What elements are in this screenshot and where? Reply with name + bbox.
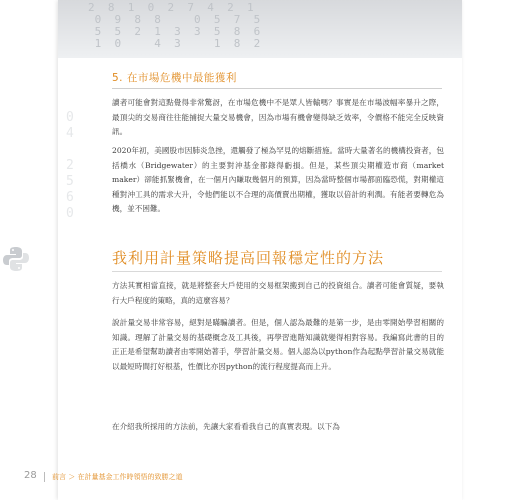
section-paragraph-2: 2020年初，美國股市因肺炎急挫，還觸發了極為罕見的熔斷措施。當時大量著名的機構投資者，包括橋水（Bridgewater）的主要對沖基金都錄得虧損。但是，某些頂尖期權造市商（market maker）卻能抓緊機會，在一個月內賺取幾個月的預算，因為當時整個市場都面臨恐慌，對期權這種對沖工具的需求大升，令他們能以不合理的高價賣出期權，獲取以倍計的利潤。有能者要轉危為機，並不困難。 [112, 146, 444, 214]
page-footer [24, 470, 384, 484]
chapter-title: 我利用計量策略提高回報穩定性的方法 [112, 249, 385, 267]
chapter-paragraph-2: 說計量交易非常容易，絕對是瞞騙讀者。但是，個人認為最難的是第一步，是由零開始學習相關的知識。理解了計量交易的基礎概念及工具後，再學習進階知識就變得相對容易。我編寫此書的目的正正是希望幫助讀者由零開始著手，學習計量交易。個人認為以python作為起點學習計量交易就能以最短時間打好根基，性價比亦因python的流行程度提高而上升。 [112, 318, 444, 371]
book-page [58, 0, 462, 500]
banner-digit-pattern: 2 8 1 0 2 7 4 2 1 0 9 8 8 0 5 7 5 5 5 2 1 3 3 5 8 6 1 0 4 3 1 8 2 [88, 1, 261, 50]
section-paragraph-1: 讀者可能會對這點覺得非常驚訝，在市場危機中不是眾人皆輸嗎？事實是在市場波幅率暴升之際，最頂尖的交易商往往能捕捉大量交易機會，因為市場有機會變得缺乏效率，令價格不能完全反映資訊。 [112, 98, 444, 137]
python-logo-icon [2, 245, 30, 273]
chapter-paragraph-1: 方法其實相當直接，就是將整套大戶使用的交易框架搬到自己的投資組合。讀者可能會質疑，要執行大戶程度的策略，真的這麼容易？ [112, 281, 444, 305]
side-digit-pattern: 0 4 2 5 6 0 [66, 110, 74, 221]
section-divider [112, 88, 442, 89]
running-title: 前言 ＞ 在計量基金工作時領悟的致勝之道 [52, 473, 183, 481]
footer-separator [44, 472, 45, 482]
section-title: 5. 在市場危機中最能獲利 [112, 72, 237, 84]
chapter-paragraph-3: 在介紹我所採用的方法前，先讓大家看看我自己的真實表現。以下為 [112, 422, 340, 431]
page-number: 28 [24, 470, 37, 481]
chapter-divider [112, 271, 442, 272]
header-banner [58, 0, 462, 58]
